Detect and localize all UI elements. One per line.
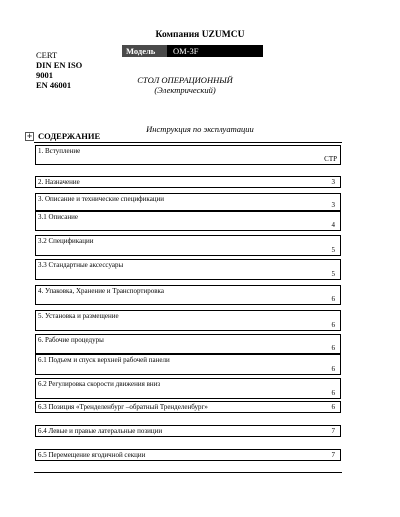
- toc-heading-rule: [34, 142, 342, 143]
- toc-item-page: 6: [331, 389, 335, 397]
- toc-item-title: 6.1 Подъем и спуск верхней рабочей панели: [38, 356, 170, 364]
- toc-item-page: 4: [331, 221, 335, 229]
- toc-item-page: 7: [331, 451, 335, 459]
- toc-item-title: 6.5 Перемещение ягодичной секции: [38, 451, 146, 459]
- toc-item-page: 6: [331, 344, 335, 352]
- toc-item-page: 7: [331, 427, 335, 435]
- toc-item[interactable]: [35, 259, 341, 280]
- toc-item-page: 5: [331, 270, 335, 278]
- toc-item-page: 6: [331, 365, 335, 373]
- plus-square-icon[interactable]: +: [26, 131, 33, 140]
- toc-item-title: 3.2 Спецификации: [38, 237, 94, 245]
- toc-item[interactable]: [35, 235, 341, 256]
- toc-item[interactable]: [35, 145, 341, 165]
- toc-item[interactable]: [35, 176, 341, 188]
- company-name: Компания UZUMCU: [155, 30, 245, 40]
- toc-item-title: 2. Назначение: [38, 178, 80, 186]
- toc-item[interactable]: [35, 310, 341, 331]
- toc-item[interactable]: [35, 378, 341, 399]
- toc-item-title: 3. Описание и технические спецификации: [38, 195, 165, 203]
- toc-item[interactable]: [35, 401, 341, 413]
- toc-item-title: 1. Вступление: [38, 147, 81, 155]
- toc-item-title: 3.1 Описание: [38, 213, 78, 221]
- toc-bottom-rule: [34, 472, 342, 473]
- toc-heading[interactable]: [25, 131, 100, 141]
- cert-standard: DIN EN ISO: [36, 60, 83, 70]
- toc-item[interactable]: [35, 211, 341, 231]
- cert-line: CERT: [36, 50, 58, 60]
- model-label: Модель: [122, 45, 167, 57]
- toc-item-page: 3: [331, 201, 335, 209]
- cert-en-standard: EN 46001: [36, 80, 72, 90]
- toc-item[interactable]: [35, 334, 341, 354]
- manual-title: Инструкция по эксплуатации: [146, 124, 254, 134]
- toc-page-header: СТР: [324, 155, 337, 163]
- cert-number: 9001: [36, 70, 53, 80]
- toc-item-title: 6. Рабочие процедуры: [38, 336, 104, 344]
- toc-item-title: 3.3 Стандартные аксессуары: [38, 261, 124, 269]
- toc-item-page: 6: [331, 321, 335, 329]
- toc-item-title: 5. Установка и размещение: [38, 312, 119, 320]
- product-name: СТОЛ ОПЕРАЦИОННЫЙ: [137, 75, 233, 85]
- toc-item-title: 6.2 Регулировка скорости движения вниз: [38, 380, 161, 388]
- toc-item-title: 4. Упаковка, Хранение и Транспортировка: [38, 287, 164, 295]
- certification-block: [36, 50, 82, 90]
- model-value: OM-3F: [173, 46, 199, 56]
- toc-item[interactable]: [35, 285, 341, 305]
- toc-item[interactable]: [35, 354, 341, 375]
- toc-item-page: 6: [331, 403, 335, 411]
- toc-item-page: 5: [331, 246, 335, 254]
- toc-item-page: 6: [331, 295, 335, 303]
- product-type: (Электрический): [154, 85, 216, 95]
- toc-item-title: 6.4 Левые и правые латеральные позиции: [38, 427, 163, 435]
- toc-item-title: 6.3 Позиция «Тренделенбург –обратный Тренделенбург»: [38, 403, 208, 411]
- toc-item[interactable]: [35, 193, 341, 211]
- model-bar: [122, 45, 263, 57]
- toc-heading-label: СОДЕРЖАНИЕ: [38, 131, 101, 141]
- toc-item-page: 3: [331, 178, 335, 186]
- toc-item[interactable]: [35, 425, 341, 437]
- product-subtitle: [120, 75, 250, 95]
- toc-item[interactable]: [35, 449, 341, 461]
